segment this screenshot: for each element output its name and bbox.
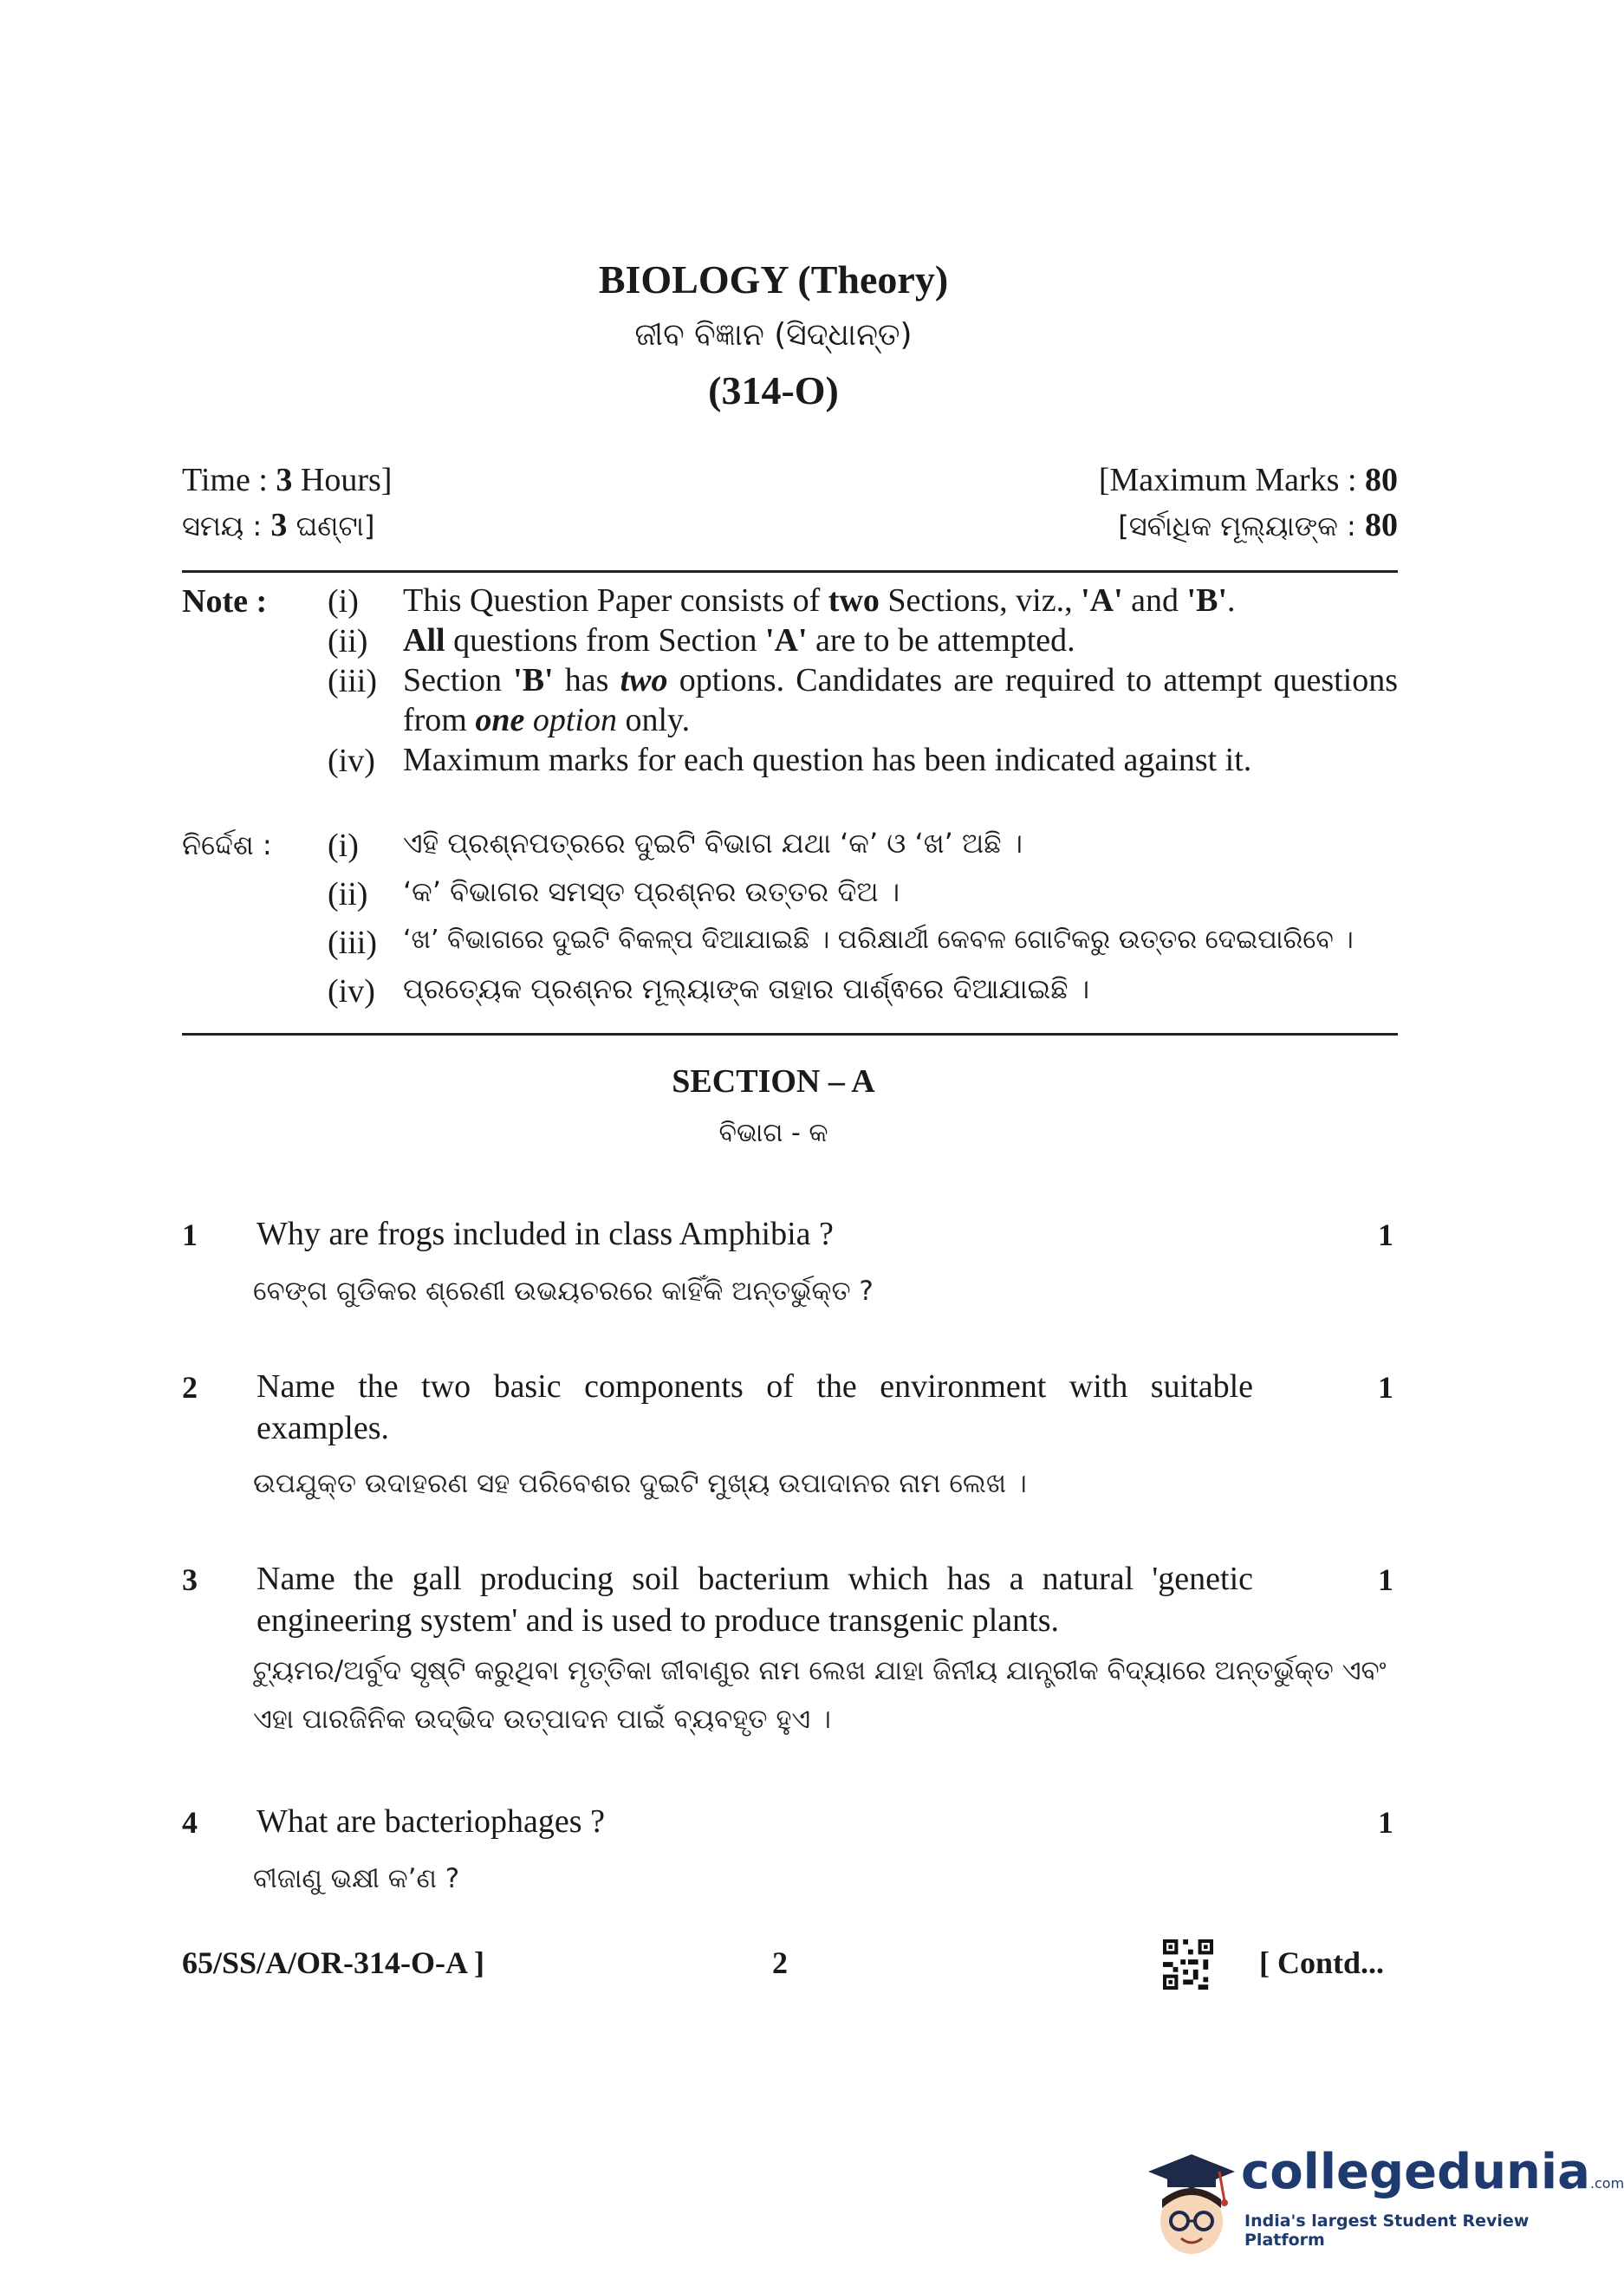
- question-text: Name the two basic components of the environment with suitable examples.: [257, 1368, 1253, 1446]
- note-num: (iv): [328, 973, 375, 1010]
- page-number: 2: [772, 1945, 788, 1980]
- note-item-odia: ‘ଖ’ ବିଭାଗରେ ଦୁଇଟି ବିକଳ୍ପ ଦିଆଯାଇଛି । ପରିକ୍ଷାର୍ଥୀ କେବଳ ଗୋଟିକରୁ ଉତ୍ତର ଦେଇପାରିବେ ।: [403, 925, 1354, 955]
- note-num: (i): [328, 828, 359, 864]
- note-item: Section 'B' has two options. Candidates are required to attempt questions from one option only.: [403, 662, 1399, 738]
- note-num: (iv): [328, 743, 375, 779]
- divider: [182, 570, 1398, 573]
- section-title: SECTION – A: [672, 1063, 875, 1100]
- question-marks: 1: [1378, 1562, 1393, 1597]
- note-item-odia: ‘କ’ ବିଭାଗର ସମସ୍ତ ପ୍ରଶ୍ନର ଉତ୍ତର ଦିଅ ।: [403, 875, 900, 908]
- qr-code-icon: [1163, 1939, 1213, 1990]
- brand-tagline: India's largest Student Review Platform: [1244, 2211, 1530, 2250]
- note-item-odia: ଏହି ପ୍ରଶ୍ନପତ୍ରରେ ଦୁଇଟି ବିଭାଗ ଯଥା ‘କ’ ଓ ‘ଖ’ ଅଛି ।: [403, 827, 1023, 860]
- section-title-odia: ବିଭାଗ - କ: [718, 1118, 828, 1148]
- paper-footer-code: 65/SS/A/OR-314-O-A ]: [182, 1945, 485, 1980]
- time-label-odia: ସମୟ : 3 ଘଣ୍ଟା]: [182, 507, 375, 543]
- question-text-odia: ଟ୍ୟୁମର/ଅର୍ବୁଦ ସୃଷ୍ଟି କରୁଥିବା ମୃତ୍ତିକା ଜୀବାଣୁର ନାମ ଲେଖ ଯାହା ଜିନୀୟ ଯାନ୍ତ୍ରୀକ ବିଦ୍ୟାରେ ଅନ୍ତର୍ଭୁକ୍ତ ଏବଂ ଏହା ପାରଜିନିକ ଉଦ୍ଭିଦ ଉତ୍ପାଦନ ପାଇଁ ବ୍ୟବହୃତ ହୁଏ ।: [253, 1655, 1387, 1735]
- question-number: 3: [182, 1562, 198, 1597]
- brand-name: collegedunia.com: [1241, 2144, 1624, 2200]
- question-text-odia: ବୀଜାଣୁ ଭକ୍ଷୀ କ’ଣ ?: [253, 1863, 460, 1894]
- mascot-logo-icon: [1140, 2139, 1244, 2260]
- continued-label: [ Contd...: [1258, 1945, 1384, 1980]
- question-marks: 1: [1378, 1805, 1393, 1840]
- note-num: (iii): [328, 663, 377, 699]
- question-marks: 1: [1378, 1370, 1393, 1405]
- divider: [182, 1033, 1398, 1036]
- max-marks-label-odia: [ସର୍ବାଧିକ ମୂଲ୍ୟାଙ୍କ : 80: [1118, 507, 1398, 543]
- question-text-odia: ଉପଯୁକ୍ତ ଉଦାହରଣ ସହ ପରିବେଶର ଦୁଇଟି ମୁଖ୍ୟ ଉପାଦାନର ନାମ ଲେଖ ।: [253, 1468, 1027, 1499]
- question-marks: 1: [1378, 1218, 1393, 1252]
- max-marks-label: [Maximum Marks : 80: [1098, 462, 1398, 498]
- question-text: Name the gall producing soil bacterium which has a natural 'genetic engineering system' and is used to produce transgenic plants.: [257, 1561, 1253, 1639]
- paper-title-odia: ଜୀବ ବିଜ୍ଞାନ (ସିଦ୍ଧାନ୍ତ): [634, 317, 913, 353]
- note-num: (ii): [328, 623, 368, 659]
- note-item-odia: ପ୍ରତ୍ୟେକ ପ୍ରଶ୍ନର ମୂଲ୍ୟାଙ୍କ ତାହାର ପାର୍ଶ୍ଵରେ ଦିଆଯାଇଛି ।: [403, 972, 1090, 1005]
- note-item: All questions from Section 'A' are to be attempted.: [403, 622, 1075, 659]
- question-text-odia: ବେଙ୍ଗ ଗୁଡିକର ଶ୍ରେଣୀ ଉଭୟଚରରେ କାହିଁକି ଅନ୍ତର୍ଭୁକ୍ତ ?: [253, 1276, 874, 1307]
- paper-title: BIOLOGY (Theory): [598, 257, 949, 302]
- question-number: 1: [182, 1218, 198, 1252]
- note-label: Note :: [182, 583, 268, 620]
- note-item: Maximum marks for each question has been indicated against it.: [403, 742, 1252, 778]
- question-number: 2: [182, 1370, 198, 1405]
- note-label-odia: ନିର୍ଦ୍ଦେଶ :: [182, 828, 272, 861]
- question-text: Why are frogs included in class Amphibia ?: [257, 1216, 834, 1252]
- time-label: Time : 3 Hours]: [182, 462, 393, 498]
- question-number: 4: [182, 1805, 198, 1840]
- note-num: (iii): [328, 925, 377, 961]
- note-num: (ii): [328, 876, 368, 912]
- note-item: This Question Paper consists of two Sections, viz., 'A' and 'B'.: [403, 582, 1236, 619]
- paper-code: (314-O): [708, 368, 839, 412]
- question-text: What are bacteriophages ?: [257, 1803, 605, 1840]
- note-num: (i): [328, 583, 359, 620]
